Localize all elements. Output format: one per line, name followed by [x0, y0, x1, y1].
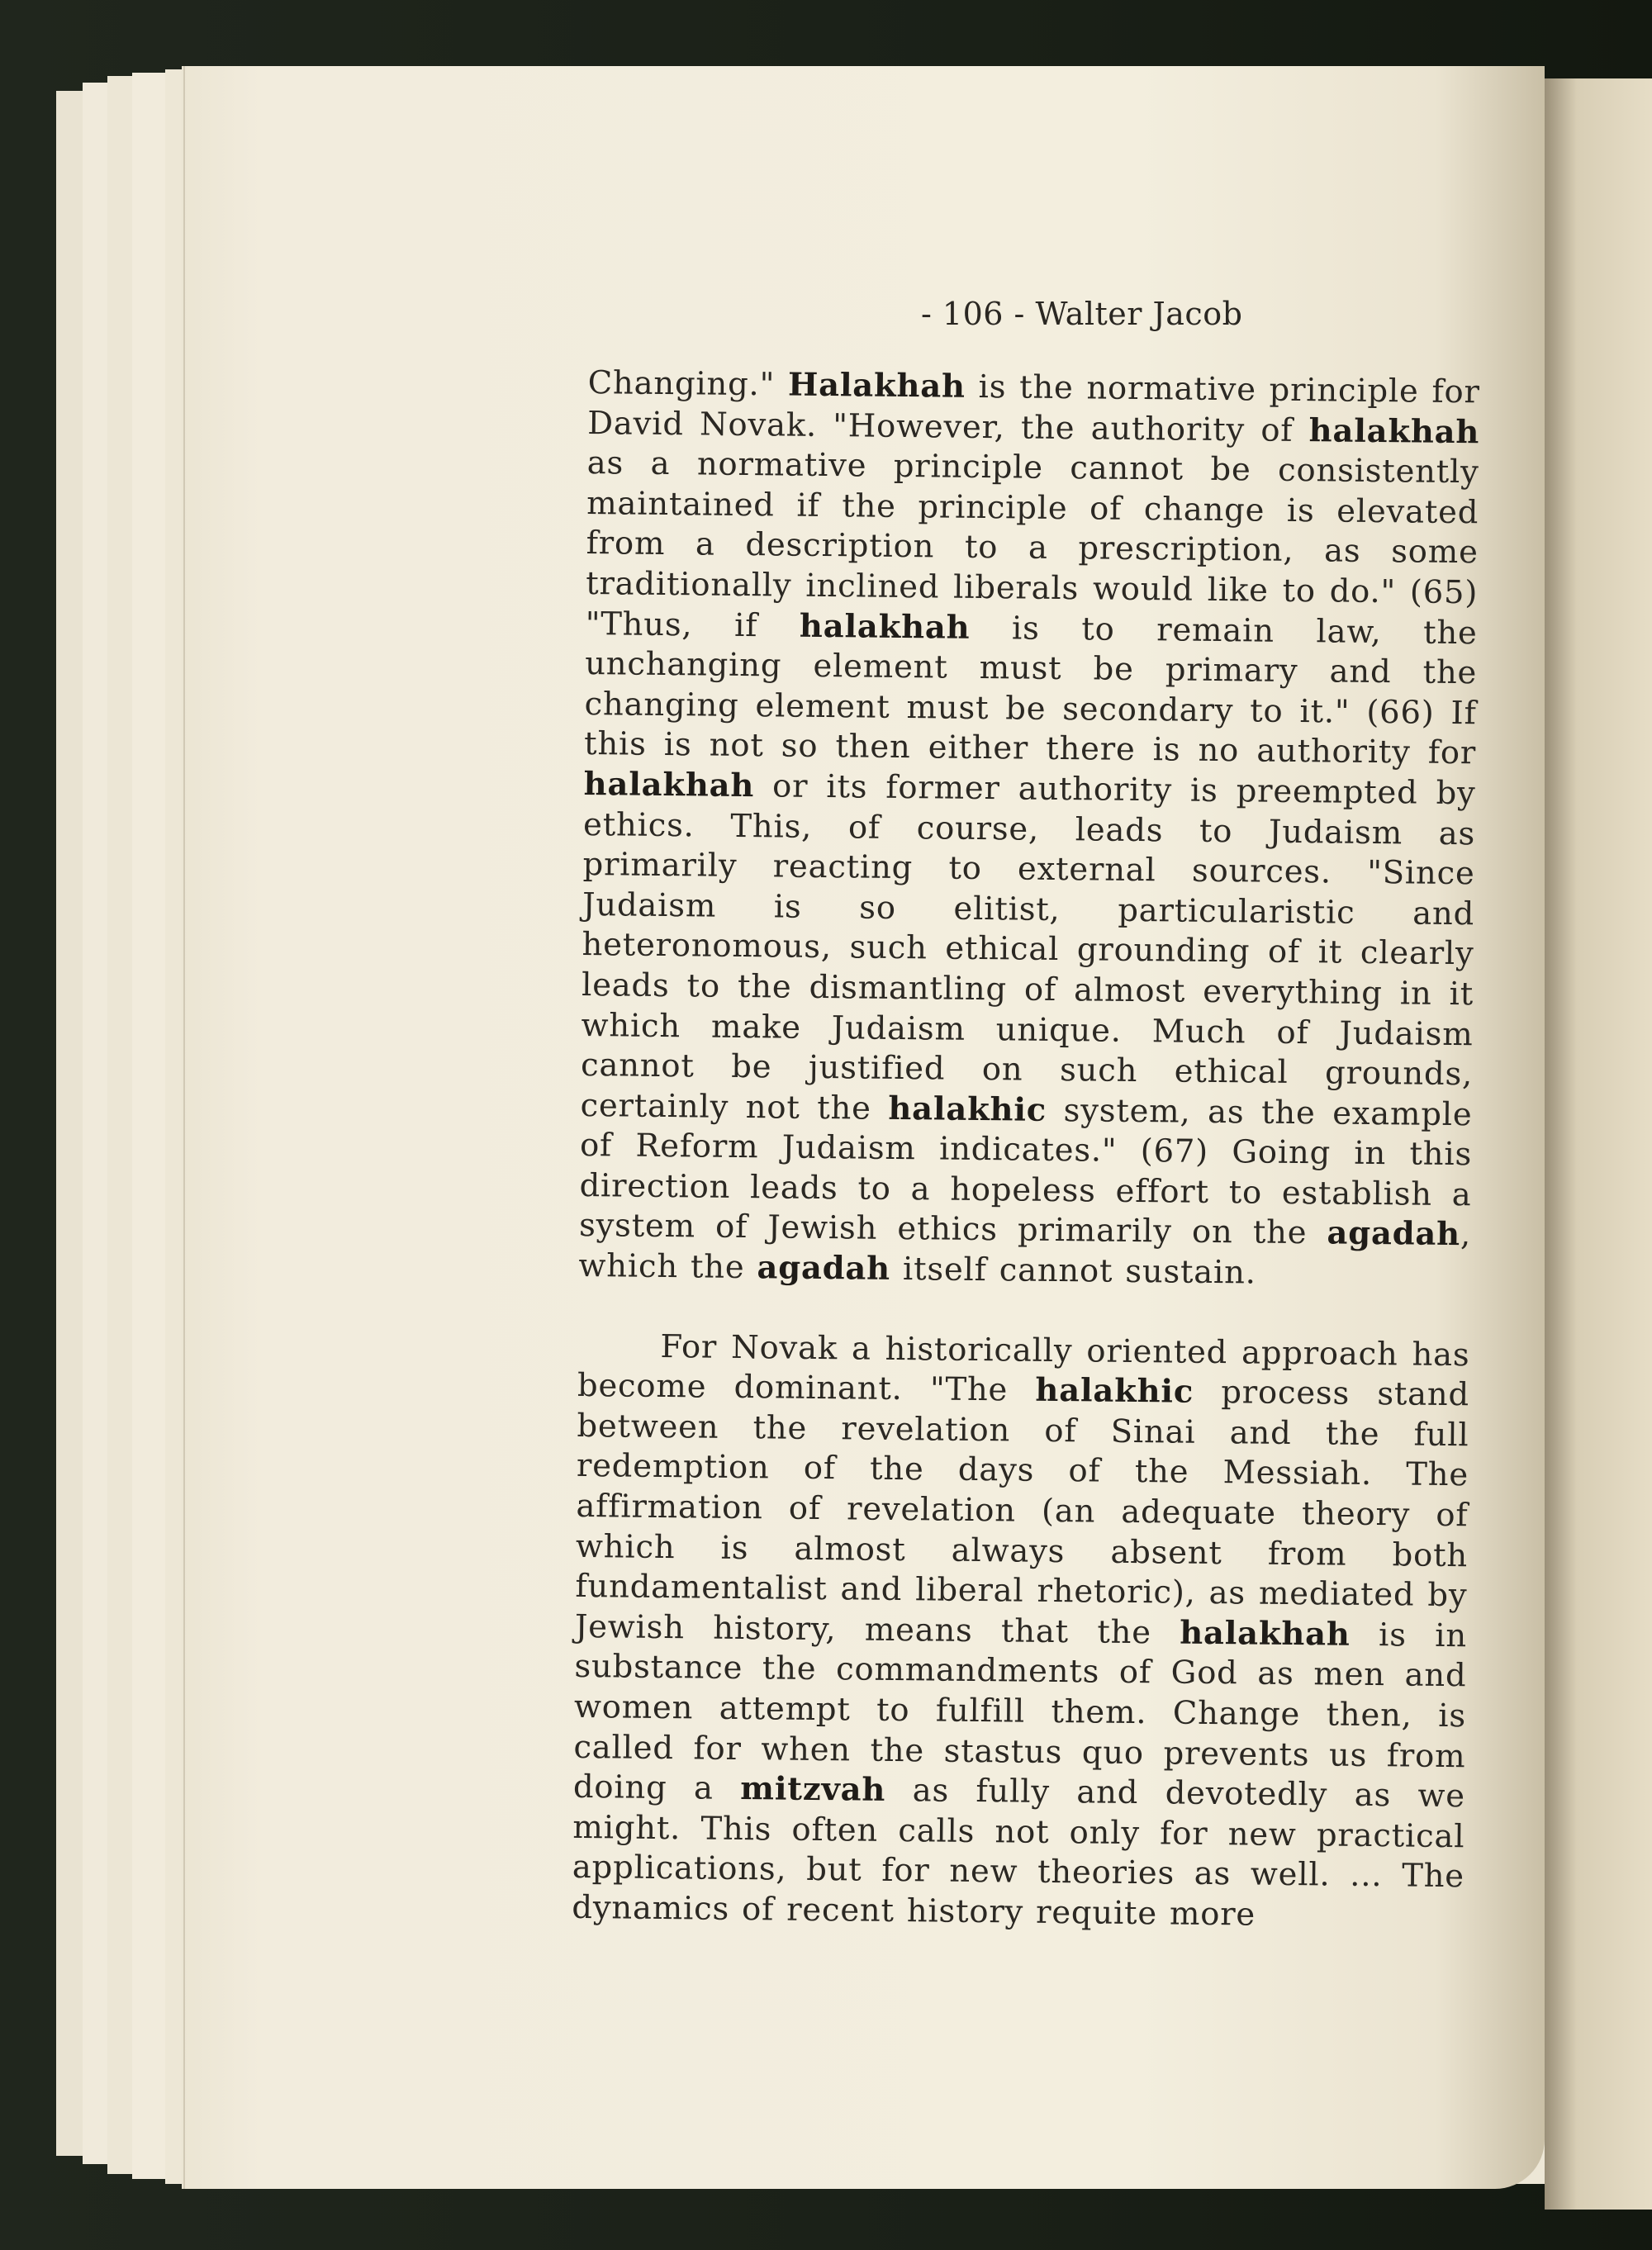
next-page-edge	[1545, 78, 1652, 2210]
text-run: Changing."	[587, 363, 789, 404]
bold-term: agadah	[1327, 1214, 1461, 1254]
paragraph-2	[572, 1327, 1470, 1938]
text-run: is in substance the commandments of God as men and women attempt to fulfill them. Change then, is called for when the stastus quo prevents us from doing a	[572, 1616, 1468, 1808]
bold-term: halakhah	[1179, 1614, 1351, 1654]
bold-term: halakhic	[888, 1089, 1047, 1129]
bold-term: halakhah	[1308, 411, 1480, 451]
text-run: or its former authority is preempted by ethics. This, of course, leads to Judaism as primarily reacting to external sources. "Since Judaism is so elitist, particularistic and heteronomous, such ethical grounding of it clearly leads to the dismantling of almost everything in it which make Judaism unique. Much of Judaism cannot be justified on such ethical grounds, certainly not the	[580, 767, 1476, 1127]
text-run: is to remain law, the unchanging element must be primary and the changing element must be secondary to it." (66) If this is not so then either there is no authority for	[583, 609, 1478, 772]
text-run: For Novak a historically oriented approach has become dominant. "The	[577, 1327, 1470, 1409]
page-divider	[183, 66, 185, 2189]
text-run: , which the	[578, 1216, 1472, 1287]
text-run: itself cannot sustain.	[890, 1250, 1257, 1292]
bold-term: halakhah	[799, 607, 971, 647]
text-run: is the normative principle for David Novak. "However, the authority of	[587, 368, 1480, 449]
author-name: Walter Jacob	[1035, 296, 1243, 332]
page-number: - 106 -	[921, 296, 1025, 332]
body-text	[572, 363, 1480, 1938]
bold-term: Halakhah	[787, 366, 966, 406]
bold-term: halakhic	[1035, 1371, 1194, 1411]
text-run: process stand between the revelation of Sinai and the full redemption of the days of the Messiah. The affirmation of revelation (an adequate theory of which is almost always absent from both fundamentalist and liberal rhetoric), as mediated by Jewish history, means that the	[574, 1373, 1470, 1652]
bold-term: mitzvah	[740, 1770, 886, 1810]
bold-term: halakhah	[583, 765, 755, 805]
bold-term: agadah	[757, 1249, 891, 1288]
paragraph-1	[578, 363, 1480, 1296]
text-run: as fully and devotedly as we might. This often calls not only for new practical applications, but for new theories as well. ... The dynamics of recent history requite more	[572, 1772, 1466, 1934]
running-header	[921, 296, 1242, 332]
text-run: as a normative principle cannot be consistently maintained if the principle of change is elevated from a description to a prescription, as some traditionally inclined liberals would like to do." (65) "Thus, if	[585, 444, 1479, 645]
text-run: system, as the example of Reform Judaism indicates." (67) Going in this direction leads to a hopeless effort to establish a system of Jewish ethics primarily on the	[578, 1091, 1473, 1252]
